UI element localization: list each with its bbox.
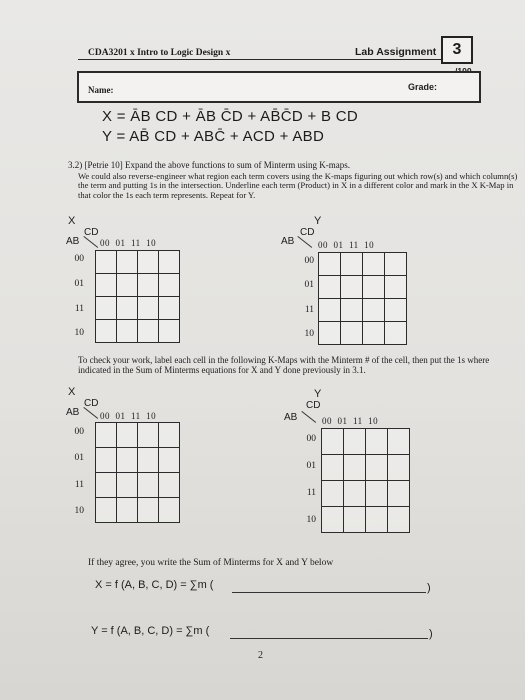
- kmap-col-headers: 00 01 11 10: [318, 240, 375, 250]
- kmap-title: X: [68, 215, 76, 227]
- kmap-grid-y1[interactable]: [318, 252, 407, 345]
- kmap-grid-x1[interactable]: [95, 250, 180, 343]
- kmap-row-label: 00: [304, 256, 314, 266]
- kmap-cell[interactable]: [366, 481, 388, 507]
- kmap-row-label: 10: [74, 328, 84, 338]
- kmap-row-var: AB: [284, 412, 298, 423]
- kmap-cell[interactable]: [388, 481, 410, 507]
- kmap-cell[interactable]: [385, 276, 407, 299]
- kmap-title: Y: [314, 215, 322, 227]
- page-number: 2: [258, 650, 263, 661]
- lab-number-box: 3: [441, 36, 473, 64]
- kmap-grid-x2[interactable]: [95, 422, 180, 523]
- kmap-cell[interactable]: [138, 448, 159, 473]
- kmap-cell[interactable]: [319, 299, 341, 322]
- kmap-row-label: 10: [304, 329, 314, 339]
- kmap-row-label: 10: [306, 515, 316, 525]
- kmap-diagonal: [301, 411, 316, 423]
- kmap-cell[interactable]: [138, 473, 159, 498]
- kmap-cell[interactable]: [366, 507, 388, 533]
- kmap-cell[interactable]: [138, 423, 159, 448]
- kmap-cell[interactable]: [117, 473, 138, 498]
- kmap-cell[interactable]: [96, 297, 117, 320]
- kmap-cell[interactable]: [96, 498, 117, 523]
- grade-label: Grade:: [408, 82, 438, 92]
- kmap-cell[interactable]: [117, 251, 138, 274]
- kmap-row-label: 00: [74, 427, 84, 437]
- kmap-row-label: 00: [74, 254, 84, 264]
- kmap-cell[interactable]: [363, 276, 385, 299]
- kmap-cell[interactable]: [344, 455, 366, 481]
- kmap-cell[interactable]: [138, 320, 159, 343]
- kmap-col-headers: 00 01 11 10: [100, 411, 157, 421]
- kmap-row-label: 00: [306, 434, 316, 444]
- kmap-cell[interactable]: [363, 299, 385, 322]
- kmap-cell[interactable]: [322, 429, 344, 455]
- course-title: CDA3201 x Intro to Logic Design x: [88, 48, 231, 58]
- kmap-cell[interactable]: [159, 251, 180, 274]
- kmap-col-var: CD: [84, 398, 99, 409]
- kmap-row-var: AB: [66, 407, 80, 418]
- kmap-cell[interactable]: [96, 473, 117, 498]
- kmap-row-var: AB: [66, 236, 80, 247]
- equation-y: Y = AB̄ CD + ABC̄ + ACD + ABD: [102, 128, 325, 145]
- kmap-cell[interactable]: [341, 322, 363, 345]
- kmap-cell[interactable]: [385, 253, 407, 276]
- kmap-cell[interactable]: [159, 448, 180, 473]
- kmap-cell[interactable]: [341, 253, 363, 276]
- kmap-cell[interactable]: [319, 276, 341, 299]
- kmap-cell[interactable]: [159, 320, 180, 343]
- kmap-col-var: CD: [300, 227, 315, 238]
- kmap-cell[interactable]: [138, 297, 159, 320]
- kmap-cell[interactable]: [344, 429, 366, 455]
- kmap-cell[interactable]: [366, 455, 388, 481]
- y-sum-close: ): [429, 628, 433, 640]
- question-heading: 3.2) [Petrie 10] Expand the above functions to sum of Minterm using K-maps.: [68, 160, 350, 170]
- kmap-cell[interactable]: [341, 276, 363, 299]
- kmap-row-label: 11: [74, 304, 84, 314]
- kmap-cell[interactable]: [322, 481, 344, 507]
- kmap-cell[interactable]: [159, 498, 180, 523]
- kmap-cell[interactable]: [388, 455, 410, 481]
- kmap-title: X: [68, 386, 76, 398]
- kmap-cell[interactable]: [159, 423, 180, 448]
- kmap-cell[interactable]: [117, 297, 138, 320]
- kmap-cell[interactable]: [363, 322, 385, 345]
- kmap-cell[interactable]: [117, 274, 138, 297]
- kmap-row-label: 01: [304, 280, 314, 290]
- kmap-cell[interactable]: [385, 322, 407, 345]
- y-sum-label: Y = f (A, B, C, D) = ∑m (: [91, 625, 210, 637]
- kmap-cell[interactable]: [341, 299, 363, 322]
- kmap-title: Y: [314, 388, 322, 400]
- kmap-col-var: CD: [84, 227, 99, 238]
- kmap-cell[interactable]: [388, 429, 410, 455]
- kmap-cell[interactable]: [159, 274, 180, 297]
- kmap-cell[interactable]: [344, 481, 366, 507]
- header-rule: [78, 59, 448, 60]
- kmap-cell[interactable]: [96, 251, 117, 274]
- x-sum-answer-line[interactable]: [232, 592, 426, 593]
- lab-assignment-label: Lab Assignment: [355, 46, 437, 58]
- kmap-cell[interactable]: [388, 507, 410, 533]
- kmap-cell[interactable]: [96, 448, 117, 473]
- y-sum-answer-line[interactable]: [230, 638, 428, 639]
- agree-instructions: If they agree, you write the Sum of Minterms for X and Y below: [88, 558, 334, 568]
- kmap-cell[interactable]: [96, 423, 117, 448]
- kmap-col-headers: 00 01 11 10: [322, 416, 379, 426]
- kmap-grid-y2[interactable]: [321, 428, 410, 533]
- kmap-col-headers: 00 01 11 10: [100, 238, 157, 248]
- kmap-row-label: 01: [74, 279, 84, 289]
- x-sum-label: X = f (A, B, C, D) = ∑m (: [95, 579, 214, 591]
- question-instructions: We could also reverse-engineer what region each term covers using the K-maps figuring out which row(s) and which column(s) the term and putting 1s in the intersection. Underline each term (Product) in X in a different color and mark in the X K-Map in that color the 1s each term represents. Repeat for Y.: [78, 171, 518, 200]
- kmap-cell[interactable]: [322, 455, 344, 481]
- kmap-cell[interactable]: [117, 423, 138, 448]
- kmap-cell[interactable]: [117, 498, 138, 523]
- kmap-cell[interactable]: [138, 274, 159, 297]
- kmap-cell[interactable]: [96, 320, 117, 343]
- kmap-row-label: 11: [306, 488, 316, 498]
- kmap-cell[interactable]: [385, 299, 407, 322]
- kmap-cell[interactable]: [117, 448, 138, 473]
- kmap-cell[interactable]: [344, 507, 366, 533]
- kmap-cell[interactable]: [159, 473, 180, 498]
- kmap-cell[interactable]: [319, 322, 341, 345]
- kmap-row-label: 01: [74, 453, 84, 463]
- equation-x: X = ĀB CD + ĀB C̄D + AB̄C̄D + B CD: [102, 108, 359, 125]
- x-sum-close: ): [427, 582, 431, 594]
- kmap-cell[interactable]: [322, 507, 344, 533]
- kmap-row-label: 01: [306, 461, 316, 471]
- kmap-row-label: 10: [74, 506, 84, 516]
- kmap-cell[interactable]: [366, 429, 388, 455]
- kmap-cell[interactable]: [138, 251, 159, 274]
- kmap-cell[interactable]: [363, 253, 385, 276]
- kmap-row-label: 11: [304, 305, 314, 315]
- kmap-row-var: AB: [281, 236, 295, 247]
- kmap-cell[interactable]: [117, 320, 138, 343]
- kmap-cell[interactable]: [96, 274, 117, 297]
- kmap-row-label: 11: [74, 480, 84, 490]
- name-label: Name:: [88, 85, 114, 95]
- kmap-cell[interactable]: [138, 498, 159, 523]
- kmap-col-var: CD: [306, 400, 321, 411]
- check-instructions: To check your work, label each cell in the following K-Maps with the Minterm # of the cell, then put the 1s where indicated in the Sum of Minterms equations for X and Y done previously in 3.1.: [78, 355, 490, 375]
- kmap-cell[interactable]: [159, 297, 180, 320]
- kmap-cell[interactable]: [319, 253, 341, 276]
